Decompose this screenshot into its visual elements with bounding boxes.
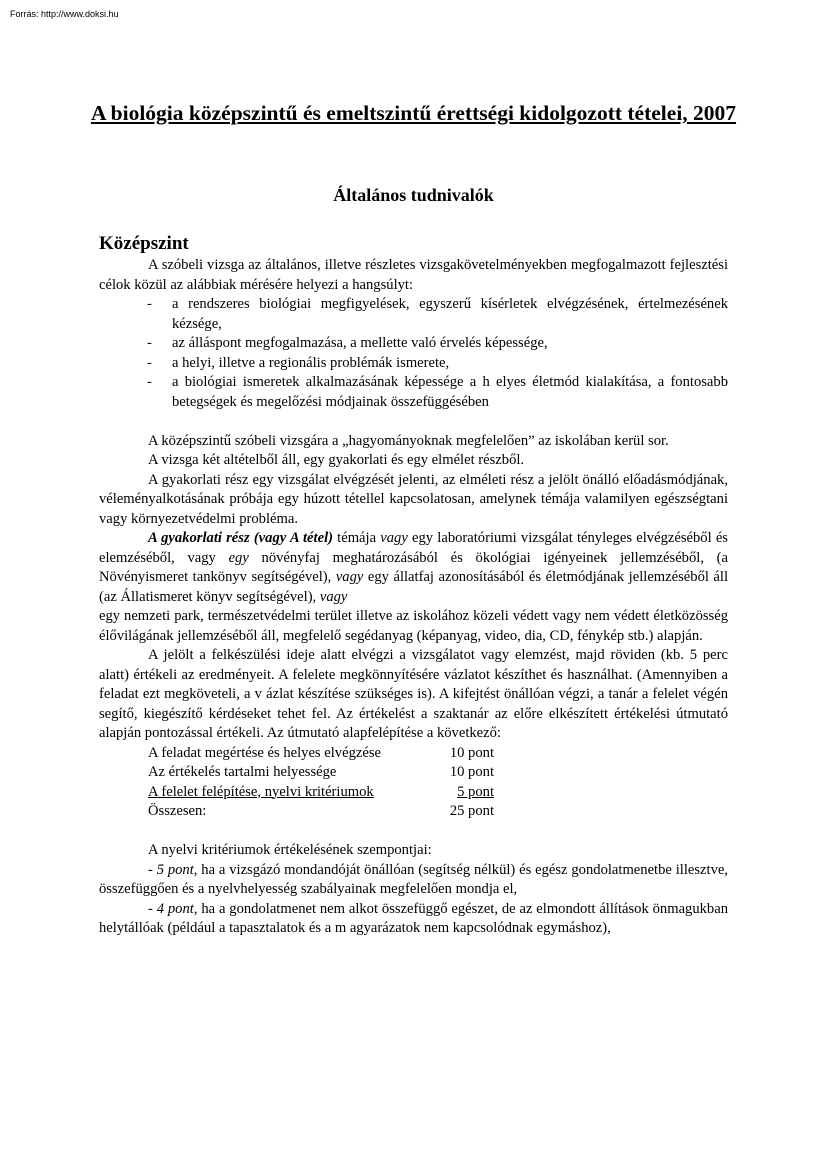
list-item: - a rendszeres biológiai megfigyelések, egyszerű kísérletek elvégzésének, értelmezésének kézsége, (172, 295, 728, 334)
score-label: Összesen: (148, 803, 207, 819)
paragraph-exam-parts: A vizsga két altételből áll, egy gyakorlati és egy elmélet részből. (148, 452, 525, 468)
text-run: , ha a gondolatmenet nem alkot összefüggő egészet, de az elmondott állítások önmagukban helytállóak (például a tapasztalatok és a m agyarázatok nem kapcsolódnak egymáshoz), (99, 900, 729, 936)
table-row (148, 744, 494, 764)
table-row-total (148, 802, 494, 822)
list-item: - az álláspont megfogalmazása, a mellette való érvelés képessége, (172, 334, 728, 354)
criterion-points: 5 pont (156, 861, 194, 878)
criteria-heading: A nyelvi kritériumok értékelésének szempontjai: (148, 842, 432, 858)
goal-list (99, 295, 728, 412)
text-run: - (148, 900, 157, 917)
paragraph-practical-part (99, 529, 728, 607)
paragraph-preparation: A jelölt a felkészülési ideje alatt elvégzi a vizsgálatot vagy elemzést, majd röviden (kb. 5 perc alatt) értékeli az eredményeit. A felelete megkönnyítésére vázlatot készíthet és használhat. (Amennyiben a feladat ezt megköveteli, a v ázlat készítése szükséges is). A kifejtést önállóan végzi, a tanár a felelet végén segítő, kiegészítő kérdéseket tehet fel. Az értékelést a szaktanár az előre elkészített értékelési útmutató alapján pontozással értékeli. Az útmutató alapfelépítése a következő: (99, 647, 728, 741)
text-run: egy laboratóriumi vizsgálat tényleges elvégzéséből és elemzéséből, vagy (99, 530, 728, 566)
text-run: növényfaj meghatározásából és ökológiai igényeinek jellemzéséből, (a Növényismeret tankönyv segítségével), (99, 549, 729, 585)
paragraph-practical-theory: A gyakorlati rész egy vizsgálat elvégzését jelenti, az elméleti rész a jelölt önálló előadásmódjának, véleményalkotásának próbája egy húzott tétellel kapcsolatosan, amelynek témája valamilyen egészségtani vagy környezetvédelmi probléma. (99, 471, 728, 527)
score-table (148, 744, 494, 822)
table-row (148, 783, 494, 803)
source-label: Forrás: http://www.doksi.hu (10, 9, 119, 19)
score-points: 10 pont (449, 744, 494, 761)
text-run: - (148, 861, 157, 878)
list-item: - a biológiai ismeretek alkalmazásának képessége a h elyes életmód kialakítása, a fontosabb betegségek és megelőzési módjainak összefüggésében (172, 373, 728, 412)
score-label: A feladat megértése és helyes elvégzése (148, 744, 381, 761)
intro-paragraph: A szóbeli vizsga az általános, illetve részletes vizsgakövetelményekben megfogalmazott fejlesztési célok közül az alábbiak mérésére helyezi a hangsúlyt: (99, 257, 728, 293)
document-body (99, 256, 728, 939)
text-run-italic: egy (228, 549, 249, 566)
paragraph-exam-location: A középszintű szóbeli vizsgára a „hagyományoknak megfelelően” az iskolában kerül sor. (148, 432, 669, 449)
spacer (99, 412, 728, 432)
score-points: 25 pont (449, 803, 494, 819)
paragraph-continuation: egy nemzeti park, természetvédelmi terület illetve az iskolához közeli védett vagy nem védett életközösség élővilágának jellemzéséből áll, megfelelő segédanyag (képanyag, video, dia, CD, fénykép stb.) alapján. (99, 608, 728, 644)
criterion-5-points (99, 861, 728, 900)
list-item: - a helyi, illetve a regionális problémák ismerete, (172, 354, 728, 374)
document-subtitle: Általános tudnivalók (333, 185, 494, 205)
criterion-points: 4 pont (156, 900, 194, 917)
section-heading: Középszint (99, 233, 189, 254)
criterion-4-points (99, 900, 728, 939)
text-run-italic: vagy (319, 588, 348, 605)
score-points: 5 pont (457, 783, 494, 800)
text-run-italic: vagy (335, 569, 364, 585)
practical-part-lead: A gyakorlati rész (vagy A tétel) (148, 530, 333, 546)
text-run: témája (332, 530, 381, 546)
score-label: Az értékelés tartalmi helyessége (148, 764, 337, 780)
table-row (148, 763, 494, 783)
text-run: , ha a vizsgázó mondandóját önállóan (segítség nélkül) és egész gondolatmenetbe illesztve, összefüggően és a nyelvhelyesség szabályainak megfelelően mondja el, (99, 861, 728, 897)
text-run: egy állatfaj azonosításából és életmódjának jellemzéséből áll (az Állatismeret könyv segítségével), (99, 569, 729, 605)
document-title: A biológia középszintű és emeltszintű érettségi kidolgozott tételei, 2007 (90, 101, 737, 125)
text-run-italic: vagy (380, 530, 408, 546)
spacer (99, 822, 728, 842)
score-label: A felelet felépítése, nyelvi kritériumok (148, 783, 374, 800)
score-points: 10 pont (449, 764, 494, 780)
